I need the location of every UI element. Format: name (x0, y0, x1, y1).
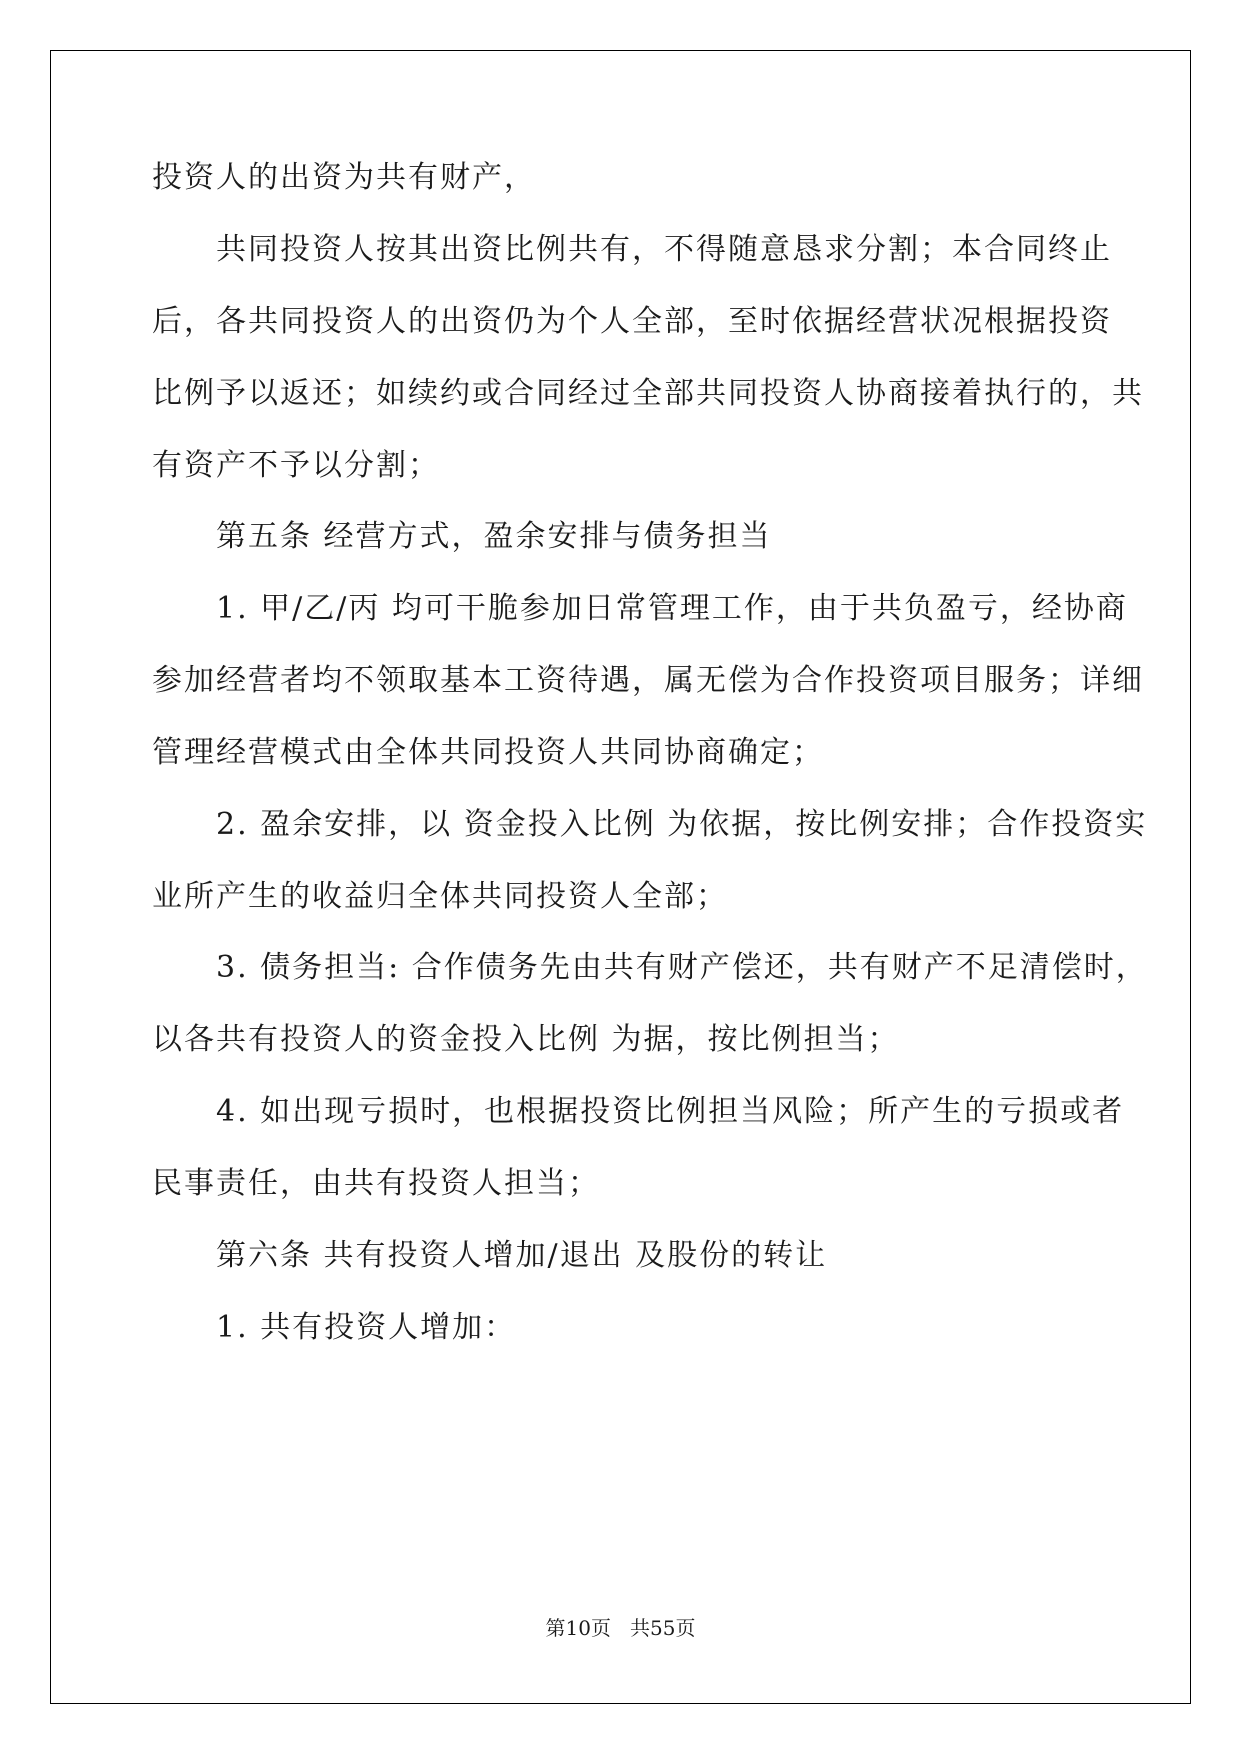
section-heading: 第五条 经营方式，盈余安排与债务担当 (216, 519, 772, 554)
section-heading: 第六条 共有投资人增加/退出 及股份的转让 (216, 1238, 828, 1273)
text-line: 参加经营者均不领取基本工资待遇，属无偿为合作投资项目服务；详细 (152, 663, 1144, 698)
text-line: 4. 如出现亏损时，也根据投资比例担当风险；所产生的亏损或者 (216, 1094, 1125, 1129)
page-border (50, 50, 1191, 1704)
text-line: 以各共有投资人的资金投入比例 为据，按比例担当； (152, 1022, 900, 1057)
text-line: 2. 盈余安排，以 资金投入比例 为依据，按比例安排；合作投资实 (216, 807, 1148, 842)
text-line: 民事责任，由共有投资人担当； (152, 1166, 600, 1201)
text-line: 比例予以返还；如续约或合同经过全部共同投资人协商接着执行的，共 (152, 376, 1144, 411)
text-line: 3. 债务担当: 合作债务先由共有财产偿还，共有财产不足清偿时， (216, 950, 1148, 985)
text-line: 共同投资人按其出资比例共有，不得随意恳求分割；本合同终止 (216, 232, 1112, 267)
text-line: 业所产生的收益归全体共同投资人全部； (152, 879, 728, 914)
text-line: 1. 甲/乙/丙 均可干脆参加日常管理工作，由于共负盈亏，经协商 (216, 591, 1128, 626)
text-line: 投资人的出资为共有财产， (152, 160, 536, 195)
text-line: 后，各共同投资人的出资仍为个人全部，至时依据经营状况根据投资 (152, 304, 1112, 339)
text-line: 1. 共有投资人增加： (216, 1310, 517, 1345)
page-number-footer: 第10页 共55页 (545, 1616, 696, 1640)
text-line: 管理经营模式由全体共同投资人共同协商确定； (152, 735, 824, 770)
text-line: 有资产不予以分割； (152, 448, 440, 483)
